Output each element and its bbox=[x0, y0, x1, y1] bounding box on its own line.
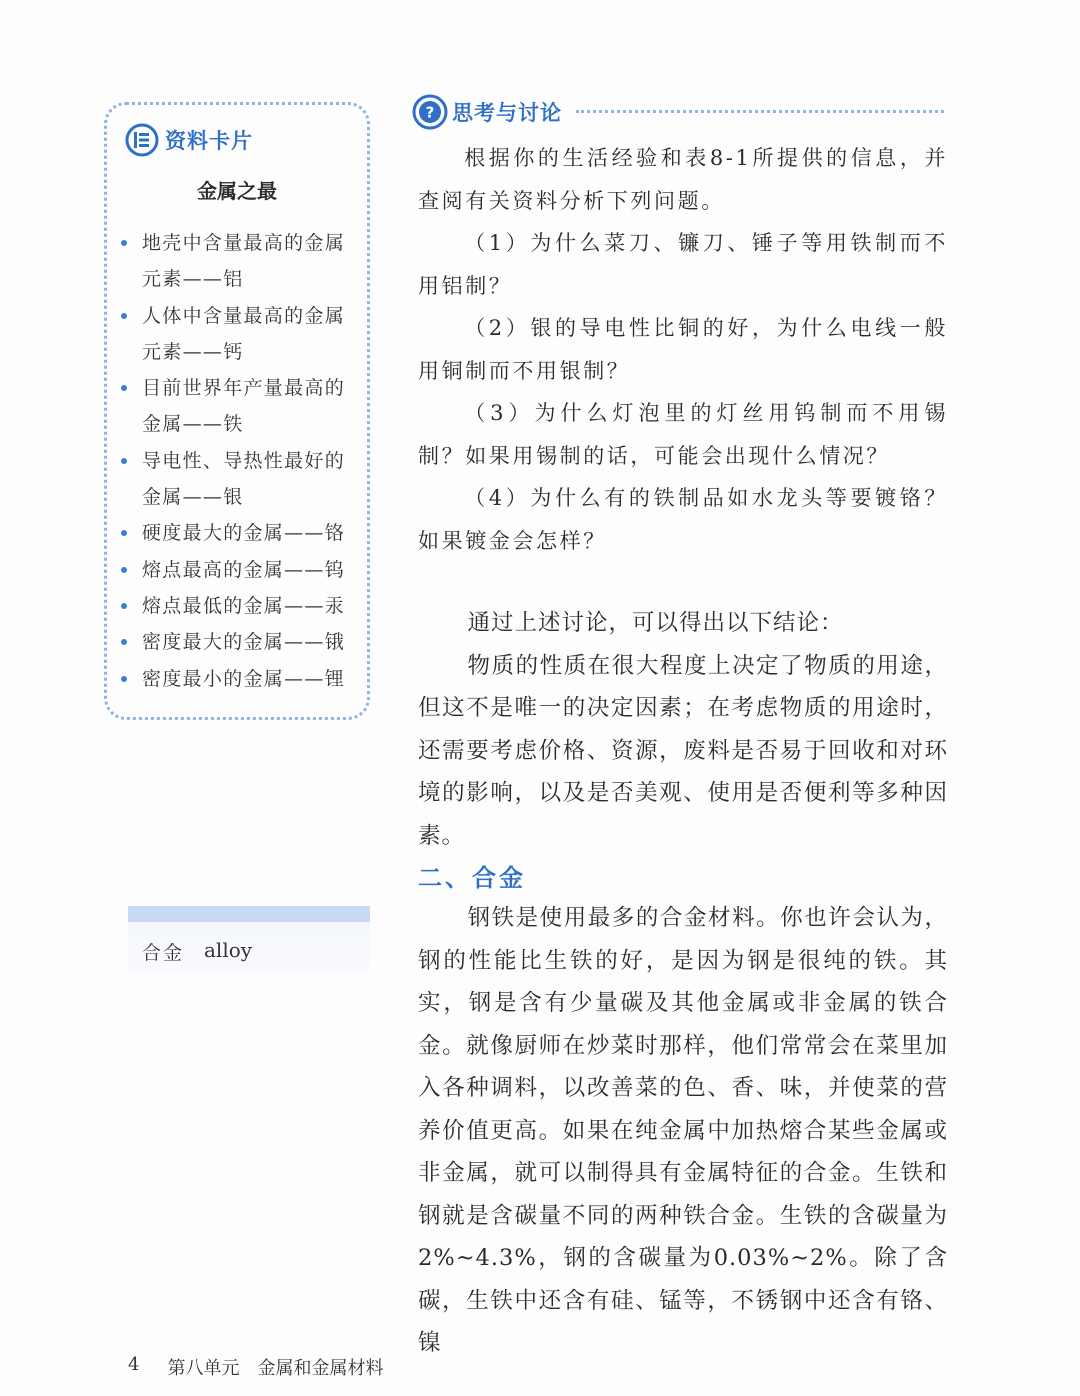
bullet-icon bbox=[121, 313, 127, 319]
page-number: 4 bbox=[128, 1354, 140, 1375]
discussion-block bbox=[418, 137, 948, 562]
list-item: 硬度最大的金属——铬 bbox=[119, 515, 361, 551]
conclusion-block bbox=[418, 602, 948, 857]
conclusion-lead: 通过上述讨论，可以得出以下结论： bbox=[467, 610, 844, 636]
bullet-icon bbox=[121, 676, 127, 682]
list-item: 密度最大的金属——锇 bbox=[119, 624, 361, 660]
think-discuss-label: 思考与讨论 bbox=[452, 101, 562, 125]
list-item: 熔点最高的金属——钨 bbox=[119, 552, 361, 588]
bullet-icon bbox=[121, 458, 127, 464]
think-discuss-header bbox=[412, 94, 562, 130]
glossary-term-en: alloy bbox=[204, 938, 253, 962]
discussion-question: （1）为什么菜刀、镰刀、锤子等用铁制而不用铝制？ bbox=[418, 231, 948, 298]
book-list-icon bbox=[125, 123, 159, 157]
discussion-intro: 根据你的生活经验和表8-1所提供的信息，并查阅有关资料分析下列问题。 bbox=[418, 146, 948, 213]
discussion-question: （2）银的导电性比铜的好，为什么电线一般用铜制而不用银制？ bbox=[418, 316, 948, 383]
alloy-body: 钢铁是使用最多的合金材料。你也许会认为，钢的性能比生铁的好，是因为钢是很纯的铁。其实，钢是含有少量碳及其他金属或非金属的铁合金。就像厨师在炒菜时那样，他们常常会在菜里加入各种调料，以改善菜的色、香、味，并使菜的营养价值更高。如果在纯金属中加热熔合某些金属或非金属，就可以制得具有金属特征的合金。生铁和钢就是含碳量不同的两种铁合金。生铁的含碳量为2%~4.3%，钢的含碳量为0.03%~2%。除了含碳，生铁中还含有硅、锰等，不锈钢中还含有铬、镍 bbox=[418, 905, 948, 1356]
bullet-icon bbox=[121, 567, 127, 573]
bullet-icon bbox=[121, 603, 127, 609]
list-item: 目前世界年产量最高的金属——铁 bbox=[119, 370, 361, 443]
unit-label: 第八单元 bbox=[167, 1358, 240, 1379]
bullet-icon bbox=[121, 530, 127, 536]
bullet-icon bbox=[121, 240, 127, 246]
info-card-header bbox=[125, 123, 253, 157]
dotted-divider bbox=[576, 110, 944, 113]
glossary-box bbox=[128, 906, 370, 972]
section-title: 二、合金 bbox=[418, 864, 526, 892]
info-card-title: 金属之最 bbox=[197, 179, 277, 203]
glossary-term-zh: 合金 bbox=[142, 942, 185, 964]
bullet-icon bbox=[121, 385, 127, 391]
question-bubble-icon bbox=[412, 94, 448, 130]
list-item: 人体中含量最高的金属元素——钙 bbox=[119, 298, 361, 371]
list-item: 地壳中含量最高的金属元素——铝 bbox=[119, 225, 361, 298]
svg-text:?: ? bbox=[425, 103, 435, 122]
discussion-question: （4）为什么有的铁制品如水龙头等要镀铬？如果镀金会怎样？ bbox=[418, 486, 948, 553]
info-card bbox=[104, 102, 370, 720]
list-item: 密度最小的金属——锂 bbox=[119, 661, 361, 697]
glossary-bar bbox=[128, 906, 370, 922]
unit-title: 金属和金属材料 bbox=[257, 1358, 384, 1379]
list-item: 导电性、导热性最好的金属——银 bbox=[119, 443, 361, 516]
info-card-list bbox=[119, 225, 361, 697]
alloy-section bbox=[418, 897, 948, 1365]
conclusion-body: 物质的性质在很大程度上决定了物质的用途，但这不是唯一的决定因素；在考虑物质的用途时，还需要考虑价格、资源，废料是否易于回收和对环境的影响，以及是否美观、使用是否便利等多种因素。 bbox=[418, 652, 948, 849]
bullet-icon bbox=[121, 639, 127, 645]
discussion-question: （3）为什么灯泡里的灯丝用钨制而不用锡制？如果用锡制的话，可能会出现什么情况？ bbox=[418, 401, 948, 468]
page-footer bbox=[128, 1354, 383, 1380]
list-item: 熔点最低的金属——汞 bbox=[119, 588, 361, 624]
info-card-label: 资料卡片 bbox=[165, 129, 253, 153]
